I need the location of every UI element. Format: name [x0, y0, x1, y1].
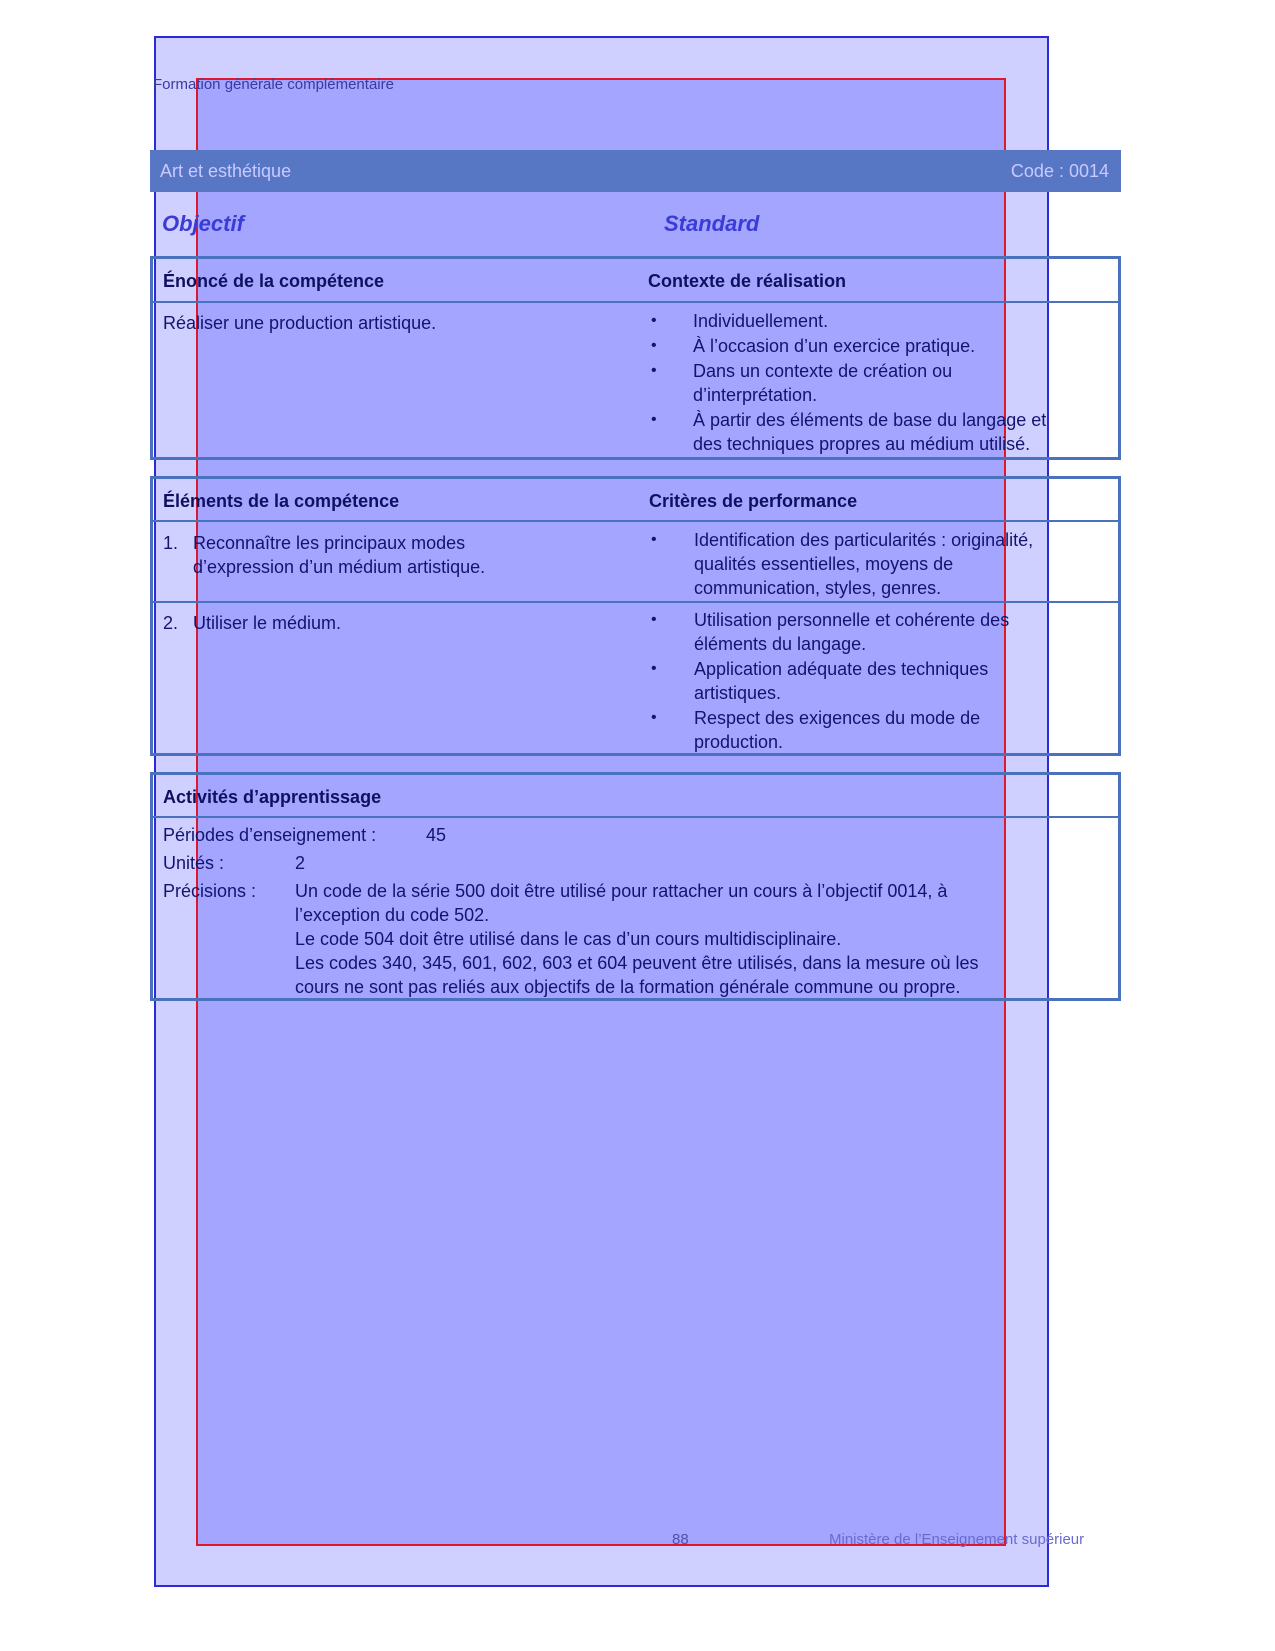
criterion-item: Utilisation personnelle et cohérente des éléments du langage.: [694, 610, 1010, 654]
units-value: 2: [295, 853, 306, 873]
activities-heading: Activités d’apprentissage: [163, 787, 382, 807]
competence-heading: Énoncé de la compétence: [163, 271, 385, 291]
context-item: À l’occasion d’un exercice pratique.: [693, 336, 976, 356]
title-bar: [150, 150, 1121, 192]
activities-box: [150, 772, 1121, 1001]
criterion-item: Application adéquate des techniques artistiques.: [694, 659, 989, 703]
competence-statement: Réaliser une production artistique.: [163, 313, 437, 333]
competence-box: [150, 256, 1121, 460]
running-title: Formation générale complémentaire: [153, 76, 394, 93]
program-title: Art et esthétique: [160, 161, 292, 181]
context-item: Individuellement.: [693, 311, 829, 331]
criterion-item: Respect des exigences du mode de production.: [694, 708, 981, 752]
bullet-icon: •: [651, 337, 657, 354]
bullet-icon: •: [651, 411, 657, 428]
objective-heading: Objectif: [162, 211, 244, 236]
context-item: Dans un contexte de création ou d’interprétation.: [693, 361, 953, 405]
row-separator: [153, 301, 1118, 303]
bullet-icon: •: [651, 611, 657, 628]
context-heading: Contexte de réalisation: [648, 271, 847, 291]
row-separator: [153, 601, 1118, 603]
periods-label: Périodes d’enseignement :: [163, 825, 377, 845]
precisions-text: Un code de la série 500 doit être utilisé pour rattacher un cours à l’objectif 0014, à l’exception du code 502. Le code 504 doit être utilisé dans le cas d’un cours multidisciplinaire. Les codes 340, 345, 601, 602, 603 et 604 peuvent être utilisés, dans la mesure où les cours ne sont pas reliés aux objectifs de la formation générale commune ou propre.: [295, 881, 979, 997]
element-number: 2.: [163, 613, 179, 633]
precisions-label: Précisions :: [163, 881, 257, 901]
element-number: 1.: [163, 533, 179, 553]
element-text: Utiliser le médium.: [193, 613, 342, 633]
criteria-heading: Critères de performance: [649, 491, 858, 511]
elements-box: [150, 476, 1121, 756]
bullet-icon: •: [651, 312, 657, 329]
bullet-icon: •: [651, 531, 657, 548]
bullet-icon: •: [651, 660, 657, 677]
element-text: Reconnaître les principaux modes d’expression d’un médium artistique.: [193, 533, 486, 577]
criterion-item: Identification des particularités : originalité, qualités essentielles, moyens de communication, styles, genres.: [694, 530, 1034, 598]
periods-value: 45: [426, 825, 447, 845]
context-item: À partir des éléments de base du langage et des techniques propres au médium utilisé.: [693, 410, 1047, 454]
bullet-icon: •: [651, 362, 657, 379]
page-number: 88: [672, 1531, 689, 1548]
standard-heading: Standard: [664, 211, 760, 236]
program-code: Code : 0014: [1010, 161, 1109, 181]
footer-organization: Ministère de l’Enseignement supérieur: [829, 1531, 1085, 1548]
row-separator: [153, 520, 1118, 522]
units-label: Unités :: [163, 853, 225, 873]
elements-heading: Éléments de la compétence: [163, 491, 400, 511]
bullet-icon: •: [651, 709, 657, 726]
row-separator: [153, 816, 1118, 818]
